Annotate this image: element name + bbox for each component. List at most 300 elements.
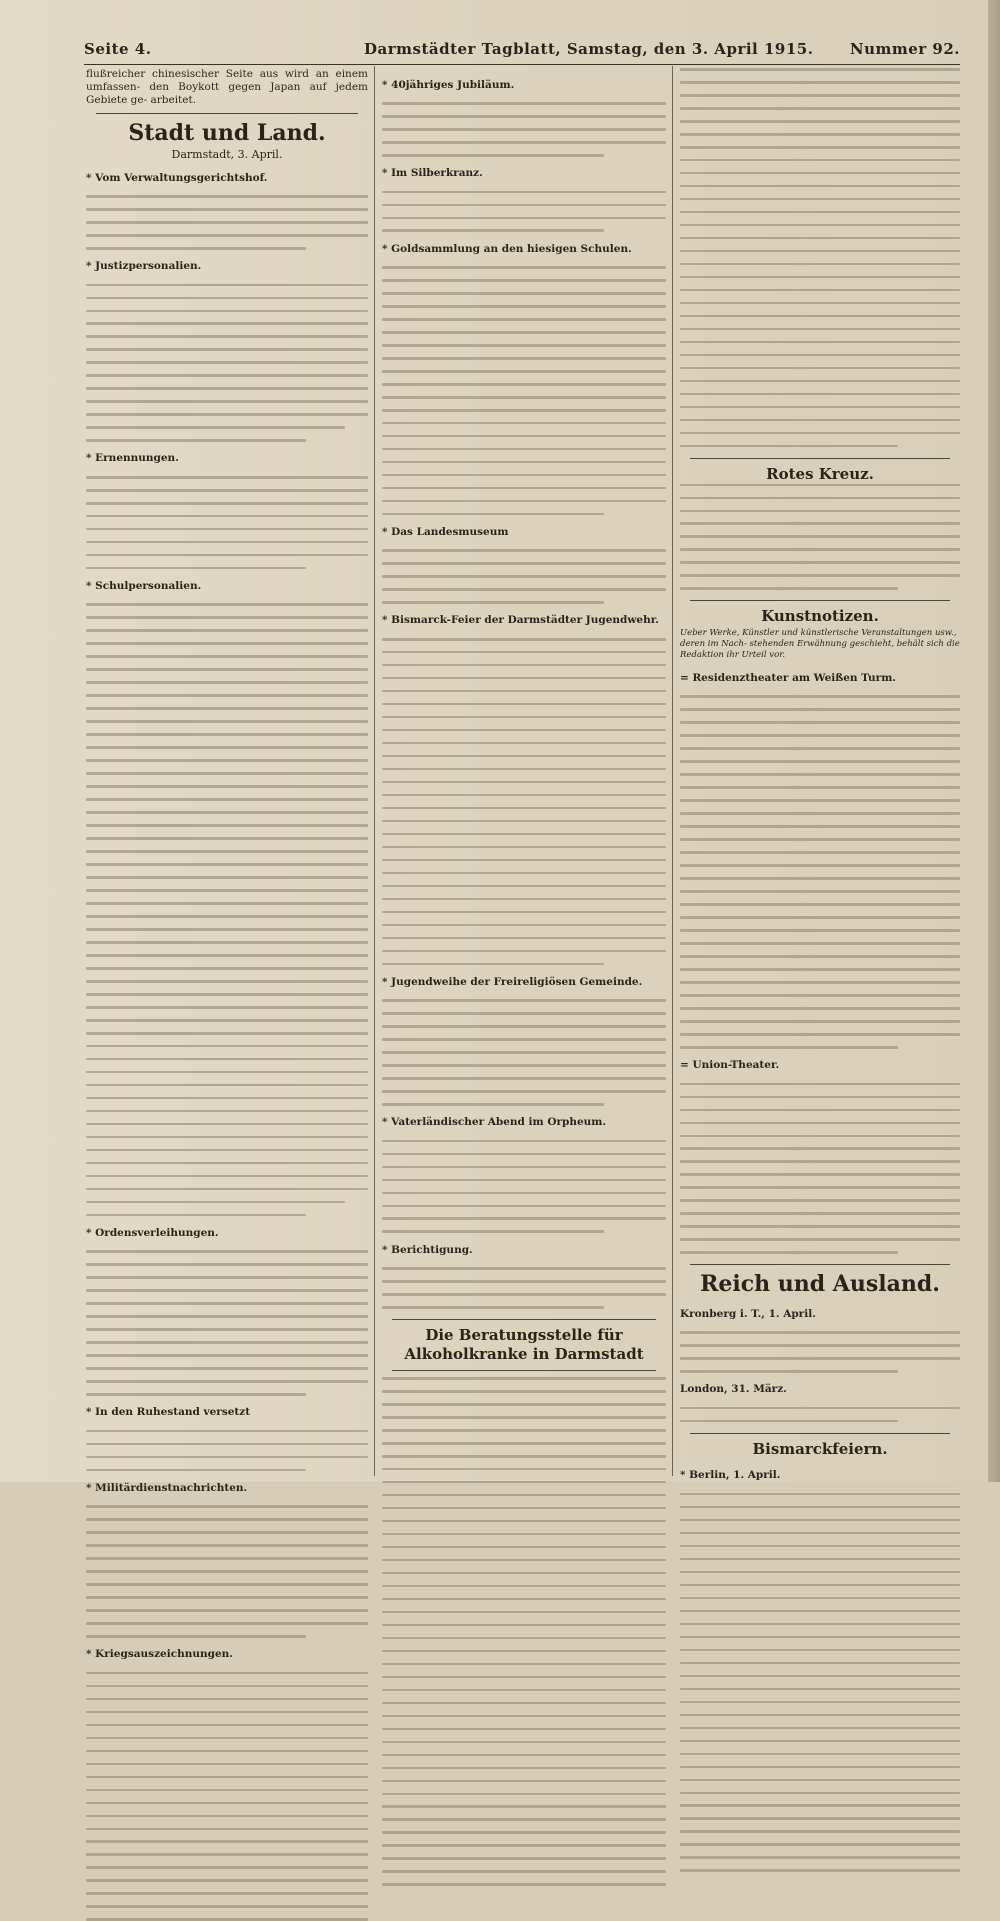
article-body — [86, 1505, 368, 1637]
text-line-placeholder — [680, 107, 960, 110]
divider — [96, 113, 358, 114]
text-line-placeholder — [86, 335, 368, 338]
divider — [392, 1370, 656, 1371]
text-line-placeholder — [382, 898, 666, 901]
text-line-placeholder — [86, 1879, 368, 1882]
article-body — [86, 476, 368, 569]
text-line-placeholder — [86, 1737, 368, 1740]
text-line-placeholder — [86, 1505, 368, 1508]
text-line-placeholder — [86, 1032, 368, 1035]
text-line-placeholder — [680, 289, 960, 292]
text-line-placeholder — [86, 1214, 306, 1217]
text-line-placeholder — [382, 318, 666, 321]
article-body — [382, 1267, 666, 1309]
text-line-placeholder — [382, 638, 666, 641]
text-line-placeholder — [680, 708, 960, 711]
article — [680, 1059, 960, 1254]
text-line-placeholder — [86, 221, 368, 224]
text-line-placeholder — [86, 1058, 368, 1061]
text-line-placeholder — [86, 1698, 368, 1701]
text-line-placeholder — [680, 1420, 898, 1423]
text-line-placeholder — [86, 1750, 368, 1753]
text-line-placeholder — [680, 968, 960, 971]
text-line-placeholder — [680, 1675, 960, 1678]
text-line-placeholder — [680, 1370, 898, 1373]
text-line-placeholder — [86, 1544, 368, 1547]
article-lead: * Das Landesmuseum — [382, 525, 509, 538]
text-line-placeholder — [86, 863, 368, 866]
text-line-placeholder — [86, 1263, 368, 1266]
text-line-placeholder — [680, 380, 960, 383]
text-line-placeholder — [382, 924, 666, 927]
text-line-placeholder — [382, 1702, 666, 1705]
article-lead: * Kriegsauszeichnungen. — [86, 1648, 233, 1661]
article — [382, 1116, 666, 1233]
text-line-placeholder — [86, 1853, 368, 1856]
section-title-stadt: Stadt und Land. — [128, 120, 326, 146]
text-line-placeholder — [680, 561, 960, 564]
text-line-placeholder — [382, 664, 666, 667]
article-body — [86, 284, 368, 442]
text-line-placeholder — [86, 361, 368, 364]
divider — [690, 1264, 950, 1265]
article — [86, 1227, 368, 1396]
text-line-placeholder — [382, 781, 666, 784]
text-line-placeholder — [382, 1166, 666, 1169]
text-line-placeholder — [382, 690, 666, 693]
text-line-placeholder — [86, 785, 368, 788]
page-number: Seite 4. — [84, 40, 152, 58]
text-line-placeholder — [86, 746, 368, 749]
issue-number: Nummer 92. — [849, 40, 960, 58]
article-body — [382, 549, 666, 604]
article-lead: Kronberg i. T., 1. April. — [680, 1307, 816, 1320]
dateline: Darmstadt, 3. April. — [171, 148, 283, 161]
text-line-placeholder — [680, 250, 960, 253]
text-line-placeholder — [86, 1518, 368, 1521]
column-1 — [86, 68, 368, 1661]
article-lead: * Berlin, 1. April. — [680, 1469, 781, 1482]
text-line-placeholder — [86, 681, 368, 684]
text-line-placeholder — [86, 1084, 368, 1087]
article-body-continued — [680, 68, 960, 447]
text-line-placeholder — [680, 1096, 960, 1099]
text-line-placeholder — [680, 942, 960, 945]
text-line-placeholder — [382, 1533, 666, 1536]
text-line-placeholder — [86, 772, 368, 775]
text-line-placeholder — [86, 1162, 368, 1165]
article-lead: * Berichtigung. — [382, 1243, 473, 1256]
text-line-placeholder — [382, 1192, 666, 1195]
text-line-placeholder — [86, 1201, 345, 1204]
text-line-placeholder — [382, 1481, 666, 1484]
text-line-placeholder — [680, 1623, 960, 1626]
text-line-placeholder — [680, 302, 960, 305]
text-line-placeholder — [680, 1817, 960, 1820]
article — [382, 167, 666, 232]
text-line-placeholder — [382, 1429, 666, 1432]
text-line-placeholder — [680, 535, 960, 538]
text-line-placeholder — [86, 374, 368, 377]
article-body — [382, 1377, 666, 1886]
article-body — [86, 1672, 368, 1921]
text-line-placeholder — [680, 159, 960, 162]
text-line-placeholder — [86, 668, 368, 671]
text-line-placeholder — [86, 993, 368, 996]
text-line-placeholder — [86, 1443, 368, 1446]
article — [382, 79, 666, 157]
text-line-placeholder — [382, 1754, 666, 1757]
text-line-placeholder — [86, 1815, 368, 1818]
article-body — [86, 603, 368, 1216]
text-line-placeholder — [680, 1225, 960, 1228]
text-line-placeholder — [382, 1230, 604, 1233]
text-line-placeholder — [86, 1763, 368, 1766]
text-line-placeholder — [382, 833, 666, 836]
text-line-placeholder — [680, 1701, 960, 1704]
text-line-placeholder — [680, 1186, 960, 1189]
text-line-placeholder — [86, 1110, 368, 1113]
column-3 — [680, 68, 960, 1482]
text-line-placeholder — [680, 224, 960, 227]
text-line-placeholder — [680, 211, 960, 214]
article — [86, 172, 368, 250]
text-line-placeholder — [680, 1649, 960, 1652]
text-line-placeholder — [86, 400, 368, 403]
text-line-placeholder — [86, 387, 368, 390]
text-line-placeholder — [680, 1519, 960, 1522]
text-line-placeholder — [680, 354, 960, 357]
text-line-placeholder — [680, 1662, 960, 1665]
text-line-placeholder — [86, 297, 368, 300]
article-body — [680, 695, 960, 1048]
text-line-placeholder — [680, 367, 960, 370]
text-line-placeholder — [382, 115, 666, 118]
text-line-placeholder — [86, 1802, 368, 1805]
text-line-placeholder — [680, 1792, 960, 1795]
text-line-placeholder — [680, 81, 960, 84]
text-line-placeholder — [86, 811, 368, 814]
text-line-placeholder — [86, 1776, 368, 1779]
text-line-placeholder — [382, 562, 666, 565]
text-line-placeholder — [382, 1217, 666, 1220]
text-line-placeholder — [382, 1611, 666, 1614]
text-line-placeholder — [680, 695, 960, 698]
section-title-kunstnotizen: Kunstnotizen. — [761, 607, 879, 626]
text-line-placeholder — [86, 1328, 368, 1331]
text-line-placeholder — [680, 198, 960, 201]
text-line-placeholder — [382, 344, 666, 347]
text-line-placeholder — [382, 755, 666, 758]
text-line-placeholder — [86, 1622, 368, 1625]
article — [382, 243, 666, 516]
text-line-placeholder — [382, 383, 666, 386]
text-line-placeholder — [382, 575, 666, 578]
text-line-placeholder — [680, 1212, 960, 1215]
text-line-placeholder — [382, 1715, 666, 1718]
article-body — [382, 638, 666, 965]
text-line-placeholder — [86, 528, 368, 531]
text-line-placeholder — [382, 1280, 666, 1283]
text-line-placeholder — [86, 1302, 368, 1305]
text-line-placeholder — [382, 154, 604, 157]
article-body — [680, 1407, 960, 1423]
article-lead: London, 31. März. — [680, 1383, 787, 1396]
article — [86, 452, 368, 569]
text-line-placeholder — [382, 474, 666, 477]
text-line-placeholder — [86, 1276, 368, 1279]
text-line-placeholder — [680, 786, 960, 789]
text-line-placeholder — [382, 279, 666, 282]
text-line-placeholder — [680, 315, 960, 318]
divider — [690, 1433, 950, 1434]
article — [86, 260, 368, 442]
text-line-placeholder — [86, 954, 368, 957]
text-line-placeholder — [382, 1572, 666, 1575]
text-line-placeholder — [382, 999, 666, 1002]
text-line-placeholder — [382, 651, 666, 654]
header-rule — [84, 64, 960, 65]
text-line-placeholder — [86, 1672, 368, 1675]
article-lead: * 40jähriges Jubiläum. — [382, 78, 515, 91]
text-line-placeholder — [382, 461, 666, 464]
text-line-placeholder — [86, 1045, 368, 1048]
text-line-placeholder — [382, 1805, 666, 1808]
text-line-placeholder — [86, 1469, 306, 1472]
text-line-placeholder — [86, 1380, 368, 1383]
text-line-placeholder — [382, 729, 666, 732]
text-line-placeholder — [382, 1870, 666, 1873]
text-line-placeholder — [382, 1267, 666, 1270]
text-line-placeholder — [680, 1779, 960, 1782]
column-divider-1 — [374, 66, 375, 1476]
article-body — [680, 1331, 960, 1373]
article-body — [86, 1250, 368, 1395]
text-line-placeholder — [382, 1818, 666, 1821]
text-line-placeholder — [680, 981, 960, 984]
text-line-placeholder — [680, 1740, 960, 1743]
text-line-placeholder — [382, 487, 666, 490]
text-line-placeholder — [382, 742, 666, 745]
text-line-placeholder — [382, 1676, 666, 1679]
article-body — [680, 484, 960, 590]
text-line-placeholder — [86, 850, 368, 853]
text-line-placeholder — [382, 1546, 666, 1549]
text-line-placeholder — [86, 322, 368, 325]
text-line-placeholder — [680, 773, 960, 776]
column-2 — [382, 68, 666, 1476]
text-line-placeholder — [382, 1306, 604, 1309]
section-title-rotes-kreuz: Rotes Kreuz. — [766, 464, 874, 483]
text-line-placeholder — [382, 1559, 666, 1562]
text-line-placeholder — [382, 102, 666, 105]
article-lead: = Union-Theater. — [680, 1059, 780, 1072]
text-line-placeholder — [86, 1570, 368, 1573]
text-line-placeholder — [680, 1571, 960, 1574]
text-line-placeholder — [680, 1610, 960, 1613]
article-body — [382, 999, 666, 1105]
text-line-placeholder — [382, 1857, 666, 1860]
text-line-placeholder — [680, 510, 960, 513]
text-line-placeholder — [382, 141, 666, 144]
article — [86, 1406, 368, 1471]
text-line-placeholder — [86, 234, 368, 237]
text-line-placeholder — [86, 489, 368, 492]
text-line-placeholder — [382, 588, 666, 591]
article-body — [86, 1430, 368, 1472]
text-line-placeholder — [382, 911, 666, 914]
text-line-placeholder — [86, 941, 368, 944]
text-line-placeholder — [680, 548, 960, 551]
text-line-placeholder — [382, 872, 666, 875]
text-line-placeholder — [382, 1377, 666, 1380]
text-line-placeholder — [382, 1689, 666, 1692]
text-line-placeholder — [680, 1199, 960, 1202]
text-line-placeholder — [86, 1393, 306, 1396]
text-line-placeholder — [382, 963, 604, 966]
text-line-placeholder — [86, 1175, 368, 1178]
text-line-placeholder — [86, 247, 306, 250]
text-line-placeholder — [382, 1598, 666, 1601]
text-line-placeholder — [680, 587, 898, 590]
text-line-placeholder — [382, 128, 666, 131]
text-line-placeholder — [680, 1331, 960, 1334]
text-line-placeholder — [680, 994, 960, 997]
text-line-placeholder — [680, 341, 960, 344]
text-line-placeholder — [680, 484, 960, 487]
text-line-placeholder — [680, 1007, 960, 1010]
text-line-placeholder — [86, 310, 368, 313]
text-line-placeholder — [382, 1624, 666, 1627]
text-line-placeholder — [382, 331, 666, 334]
text-line-placeholder — [680, 825, 960, 828]
article-lead: * Ernennungen. — [86, 452, 179, 465]
text-line-placeholder — [382, 191, 666, 194]
text-line-placeholder — [680, 406, 960, 409]
text-line-placeholder — [382, 217, 666, 220]
article-lead: * In den Ruhestand versetzt — [86, 1406, 251, 1419]
text-line-placeholder — [382, 500, 666, 503]
article-lead: * Im Silberkranz. — [382, 167, 483, 180]
divider — [690, 600, 950, 601]
text-line-placeholder — [680, 574, 960, 577]
text-line-placeholder — [86, 1188, 368, 1191]
text-line-placeholder — [86, 1097, 368, 1100]
text-line-placeholder — [680, 120, 960, 123]
text-line-placeholder — [680, 328, 960, 331]
text-line-placeholder — [680, 1869, 960, 1872]
text-line-placeholder — [680, 263, 960, 266]
text-line-placeholder — [86, 694, 368, 697]
text-line-placeholder — [382, 1494, 666, 1497]
text-line-placeholder — [680, 747, 960, 750]
text-line-placeholder — [86, 1367, 368, 1370]
text-line-placeholder — [382, 1077, 666, 1080]
text-line-placeholder — [86, 476, 368, 479]
text-line-placeholder — [680, 1083, 960, 1086]
text-line-placeholder — [680, 1046, 898, 1049]
text-line-placeholder — [382, 1012, 666, 1015]
text-line-placeholder — [382, 1179, 666, 1182]
text-line-placeholder — [680, 1033, 960, 1036]
text-line-placeholder — [680, 916, 960, 919]
text-line-placeholder — [680, 1545, 960, 1548]
article — [680, 672, 960, 1049]
column-divider-2 — [672, 66, 673, 1476]
text-line-placeholder — [680, 734, 960, 737]
text-line-placeholder — [382, 422, 666, 425]
text-line-placeholder — [680, 1122, 960, 1125]
article-body — [382, 191, 666, 233]
text-line-placeholder — [86, 1789, 368, 1792]
text-line-placeholder — [86, 1531, 368, 1534]
text-line-placeholder — [382, 1507, 666, 1510]
section-title-reich: Reich und Ausland. — [700, 1271, 940, 1298]
text-line-placeholder — [680, 94, 960, 97]
text-line-placeholder — [680, 1766, 960, 1769]
text-line-placeholder — [680, 812, 960, 815]
text-line-placeholder — [680, 522, 960, 525]
editorial-note: Ueber Werke, Künstler und künstlerische Veranstaltungen usw., deren im Nach- stehenden Erwähnung geschieht, behält sich die Redaktion ihr Urteil vor. — [680, 628, 960, 661]
text-line-placeholder — [680, 1714, 960, 1717]
text-line-placeholder — [680, 1636, 960, 1639]
section-title-beratungsstelle: Die Beratungsstelle für Alkoholkranke in Darmstadt — [404, 1326, 644, 1363]
text-line-placeholder — [382, 1883, 666, 1886]
article — [382, 976, 666, 1106]
text-line-placeholder — [680, 1532, 960, 1535]
text-line-placeholder — [382, 1064, 666, 1067]
article — [680, 1383, 960, 1422]
text-line-placeholder — [86, 1006, 368, 1009]
text-line-placeholder — [382, 703, 666, 706]
text-line-placeholder — [680, 1597, 960, 1600]
text-line-placeholder — [382, 1741, 666, 1744]
text-line-placeholder — [382, 1793, 666, 1796]
text-line-placeholder — [86, 837, 368, 840]
article — [86, 1648, 368, 1921]
text-line-placeholder — [680, 1407, 960, 1410]
text-line-placeholder — [680, 1020, 960, 1023]
text-line-placeholder — [680, 955, 960, 958]
section-title-bismarckfeiern: Bismarckfeiern. — [752, 1439, 888, 1458]
text-line-placeholder — [382, 601, 604, 604]
text-line-placeholder — [382, 1780, 666, 1783]
text-line-placeholder — [680, 1830, 960, 1833]
text-line-placeholder — [86, 889, 368, 892]
text-line-placeholder — [680, 1357, 960, 1360]
text-line-placeholder — [86, 1136, 368, 1139]
text-line-placeholder — [382, 1831, 666, 1834]
text-line-placeholder — [680, 1109, 960, 1112]
article-body — [382, 102, 666, 157]
text-line-placeholder — [86, 1635, 306, 1638]
text-line-placeholder — [86, 1685, 368, 1688]
text-line-placeholder — [382, 396, 666, 399]
text-line-placeholder — [86, 655, 368, 658]
text-line-placeholder — [680, 1238, 960, 1241]
text-line-placeholder — [86, 1828, 368, 1831]
text-line-placeholder — [86, 928, 368, 931]
text-line-placeholder — [382, 1038, 666, 1041]
text-line-placeholder — [86, 733, 368, 736]
article-lead: * Justizpersonalien. — [86, 260, 202, 273]
text-line-placeholder — [680, 1753, 960, 1756]
text-line-placeholder — [680, 1344, 960, 1347]
text-line-placeholder — [86, 642, 368, 645]
text-line-placeholder — [86, 902, 368, 905]
text-line-placeholder — [680, 1688, 960, 1691]
text-line-placeholder — [86, 208, 368, 211]
